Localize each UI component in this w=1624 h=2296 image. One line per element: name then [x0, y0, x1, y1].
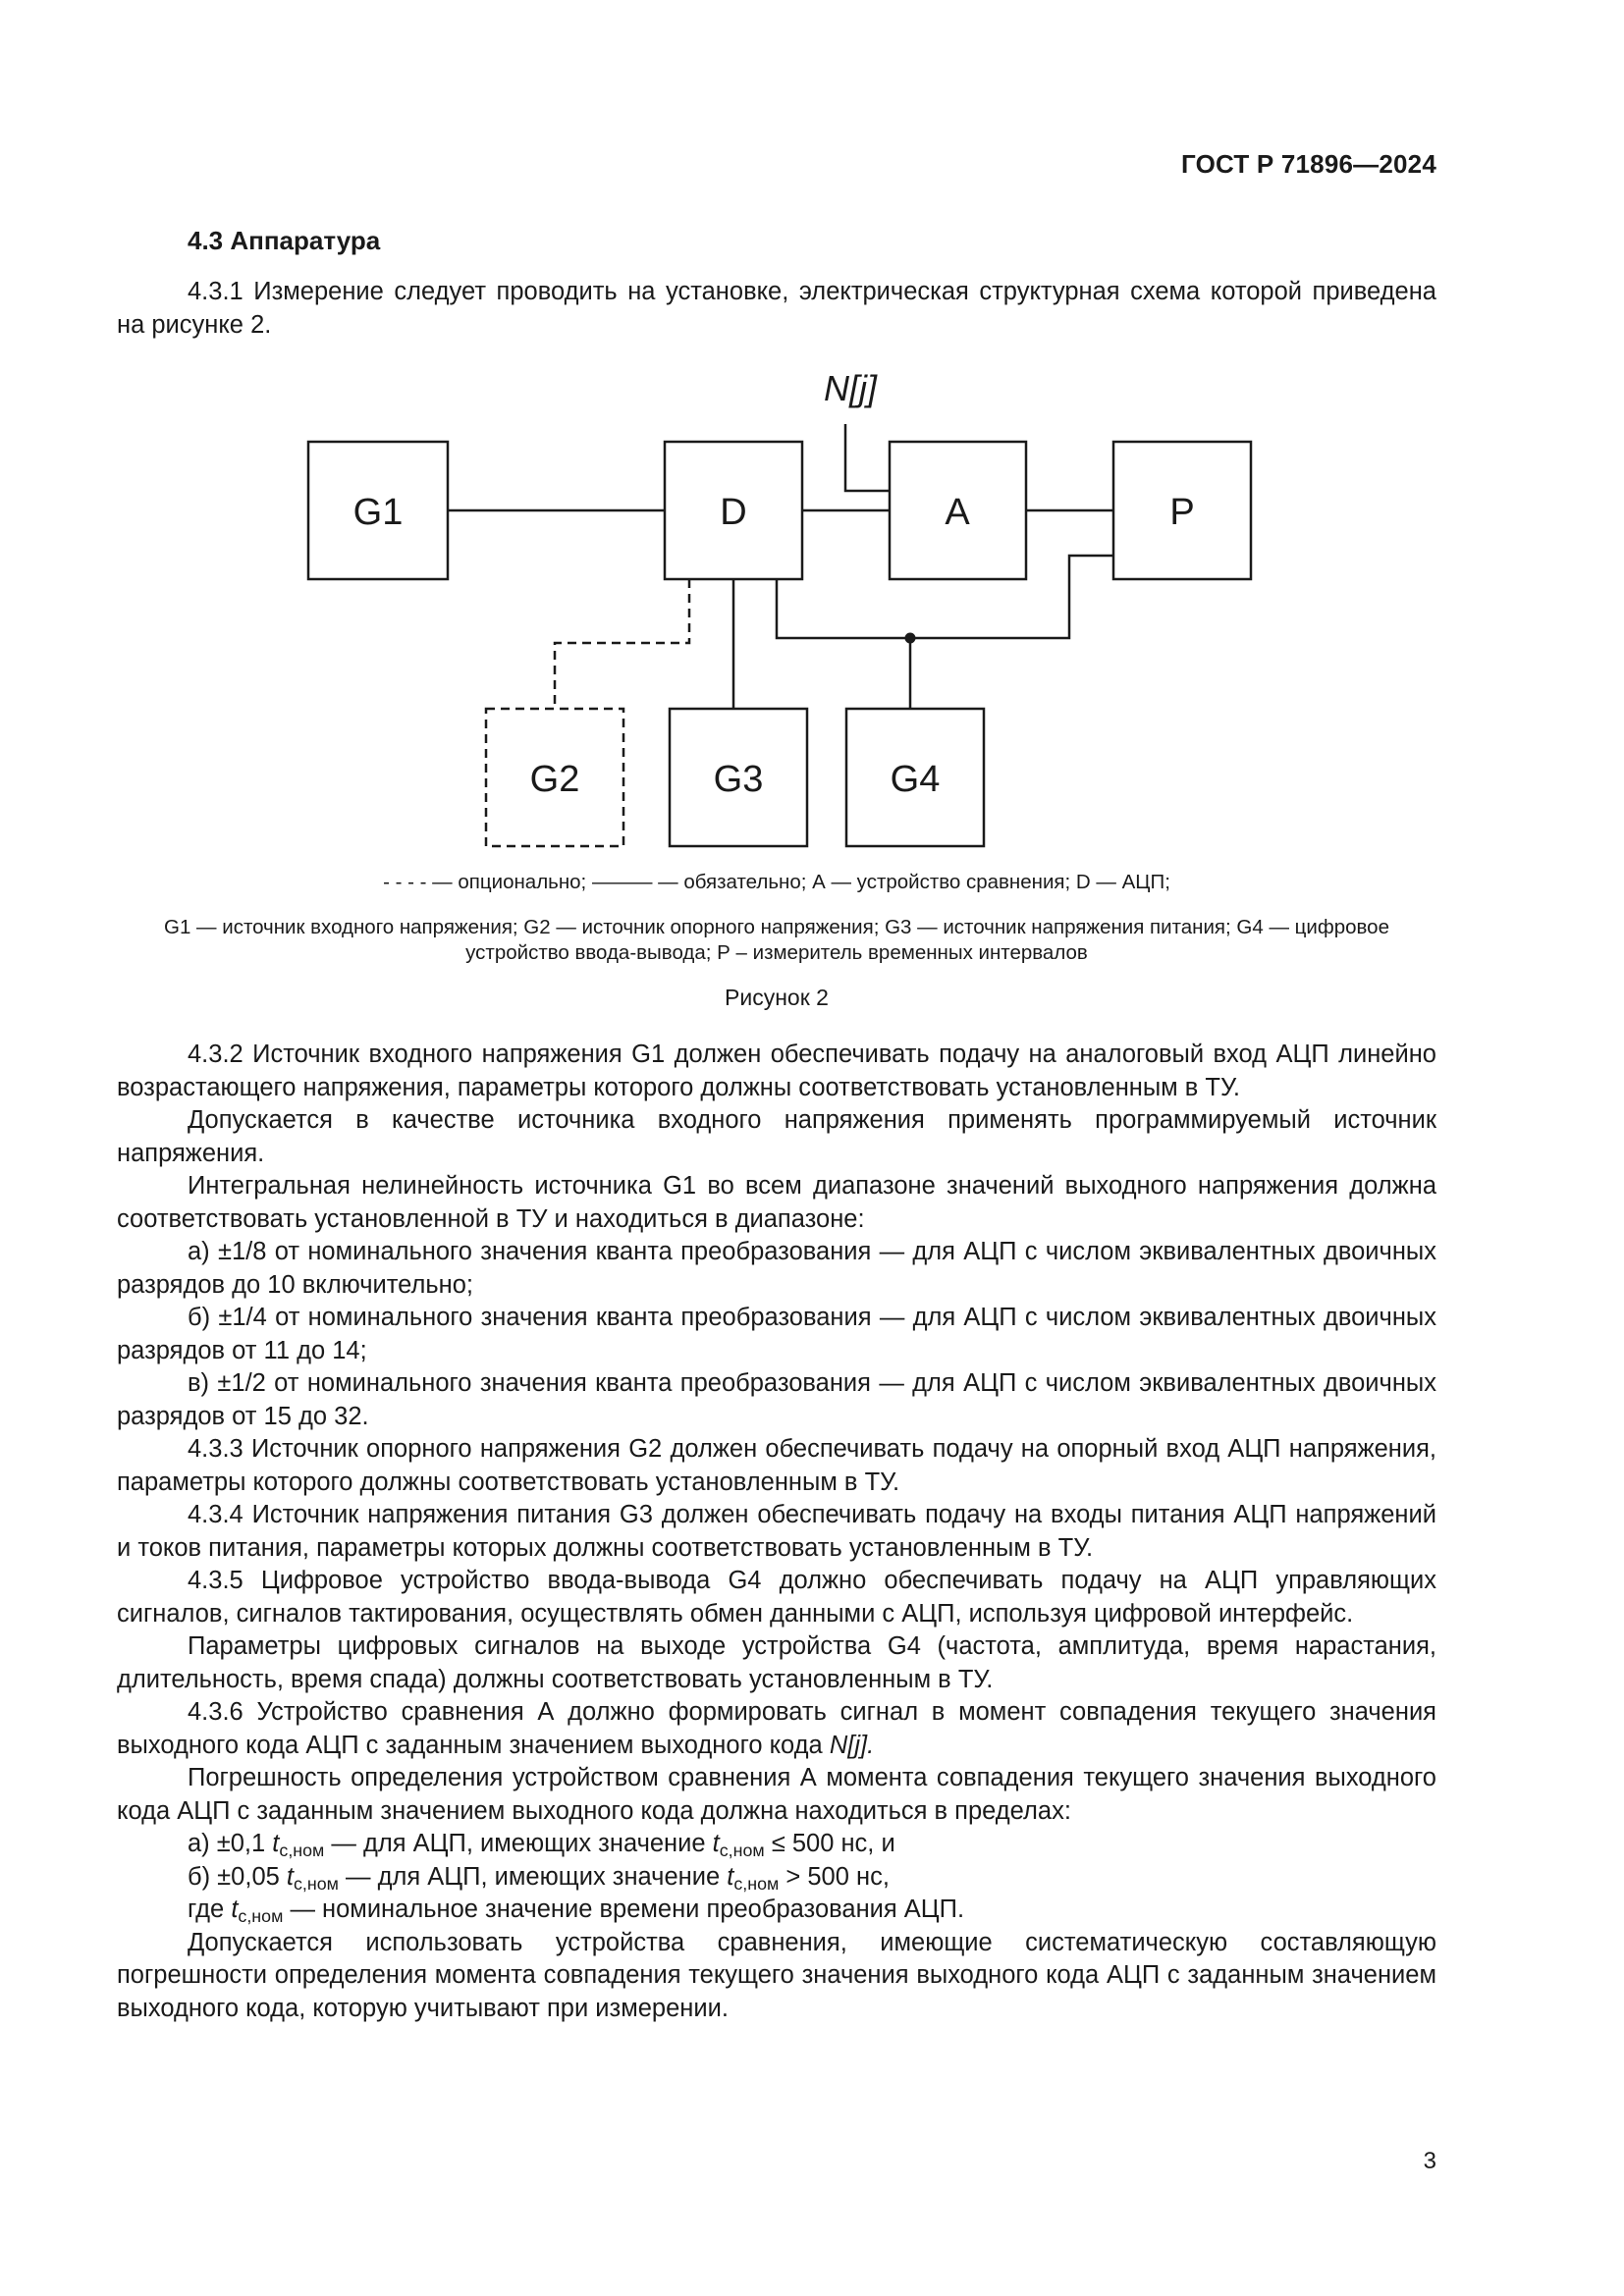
paragraph-4-3-3: 4.3.3 Источник опорного напряжения G2 должен обеспечивать подачу на опорный вход АЦП напряжения, параметры которого должны соответствовать установленным в ТУ.	[117, 1435, 1436, 1496]
block-g4-label: G4	[890, 759, 941, 800]
section-title: 4.3 Аппаратура	[188, 226, 381, 255]
figure-legend-line-1: - - - - — опционально; ——— — обязательно; А — устройство сравнения; D — АЦП;	[383, 871, 1170, 893]
block-a-label: A	[945, 492, 970, 533]
figure-legend-line-2: G1 — источник входного напряжения; G2 — источник опорного напряжения; G3 — источник напряжения питания; G4 — цифровое устройство ввода-вывода; Р – измеритель временных интервалов	[164, 916, 1389, 964]
list-item-a: а) ±1/8 от номинального значения кванта преобразования — для АЦП с числом эквивалентных двоичных разрядов до 10 включительно;	[117, 1238, 1436, 1299]
block-g2-label: G2	[529, 759, 580, 800]
paragraph-4-3-6-c: Допускается использовать устройства сравнения, имеющие систематическую составляющую погрешности определения момента совпадения текущего значения выходного кода АЦП с заданным значением выходного кода, которую учитывают при измерении.	[117, 1928, 1436, 2022]
target-code: N[j].	[829, 1731, 875, 1759]
paragraph-4-3-5-b: Параметры цифровых сигналов на выходе устройства G4 (частота, амплитуда, время нарастания, длительность, время спада) должны соответствовать установленным в ТУ.	[117, 1632, 1436, 1693]
page-number: 3	[1423, 2148, 1436, 2174]
block-p-label: P	[1169, 492, 1195, 533]
list-item-b: б) ±1/4 от номинального значения кванта преобразования — для АЦП с числом эквивалентных двоичных разрядов от 11 до 14;	[117, 1304, 1436, 1364]
paragraph-4-3-6-text: 4.3.6 Устройство сравнения А должно формировать сигнал в момент совпадения текущего значения выходного кода АЦП с заданным значением выходного кода	[117, 1698, 1436, 1759]
document-header: ГОСТ Р 71896—2024	[1181, 149, 1436, 179]
paragraph-4-3-6-b: Погрешность определения устройством сравнения А момента совпадения текущего значения выходного кода АЦП с заданным значением выходного кода должна находиться в пределах:	[117, 1764, 1436, 1825]
block-d-label: D	[720, 492, 747, 533]
figure-caption: Рисунок 2	[725, 985, 829, 1010]
paragraph-4-3-4: 4.3.4 Источник напряжения питания G3 должен обеспечивать подачу на входы питания АЦП напряжений и токов питания, параметры которых должны соответствовать установленным в ТУ.	[117, 1501, 1436, 1562]
paragraph-4-3-2-b: Допускается в качестве источника входного напряжения применять программируемый источник напряжения.	[117, 1106, 1436, 1167]
code-input-label: N[j]	[824, 368, 877, 408]
paragraph-4-3-2: 4.3.2 Источник входного напряжения G1 должен обеспечивать подачу на аналоговый вход АЦП линейно возрастающего напряжения, параметры которого должны соответствовать установленным в ТУ.	[117, 1041, 1436, 1101]
block-g1-label: G1	[352, 492, 404, 533]
list-item-v: в) ±1/2 от номинального значения кванта преобразования — для АЦП с числом эквивалентных двоичных разрядов от 15 до 32.	[117, 1369, 1436, 1430]
tolerance-item-a: а) ±0,1 $t_{с,ном}$ — для АЦП, имеющих значение $t_{с,ном} \le 500$ нс, и	[188, 1830, 895, 1860]
block-g3-label: G3	[713, 759, 764, 800]
intro-paragraph: 4.3.1 Измерение следует проводить на установке, электрическая структурная схема которой приведена на рисунке 2.	[117, 278, 1436, 339]
block-diagram	[0, 363, 1624, 861]
body-text	[117, 1039, 1436, 2025]
paragraph-4-3-2-c: Интегральная нелинейность источника G1 во всем диапазоне значений выходного напряжения должна соответствовать установленной в ТУ и находиться в диапазоне:	[117, 1172, 1436, 1233]
paragraph-4-3-6	[117, 1696, 1436, 1762]
tolerance-item-b: б) ±0,05 $t_{с,ном}$ — для АЦП, имеющих значение $t_{с,ном} > 500$ нс,	[188, 1862, 890, 1894]
paragraph-4-3-5: 4.3.5 Цифровое устройство ввода-вывода G4 должно обеспечивать подачу на АЦП управляющих сигналов, сигналов тактирования, осуществлять обмен данными с АЦП, используя цифровой интерфейс.	[117, 1567, 1436, 1628]
where-definition: где $t_{с,ном}$ — номинальное значение времени преобразования АЦП.	[188, 1896, 965, 1926]
